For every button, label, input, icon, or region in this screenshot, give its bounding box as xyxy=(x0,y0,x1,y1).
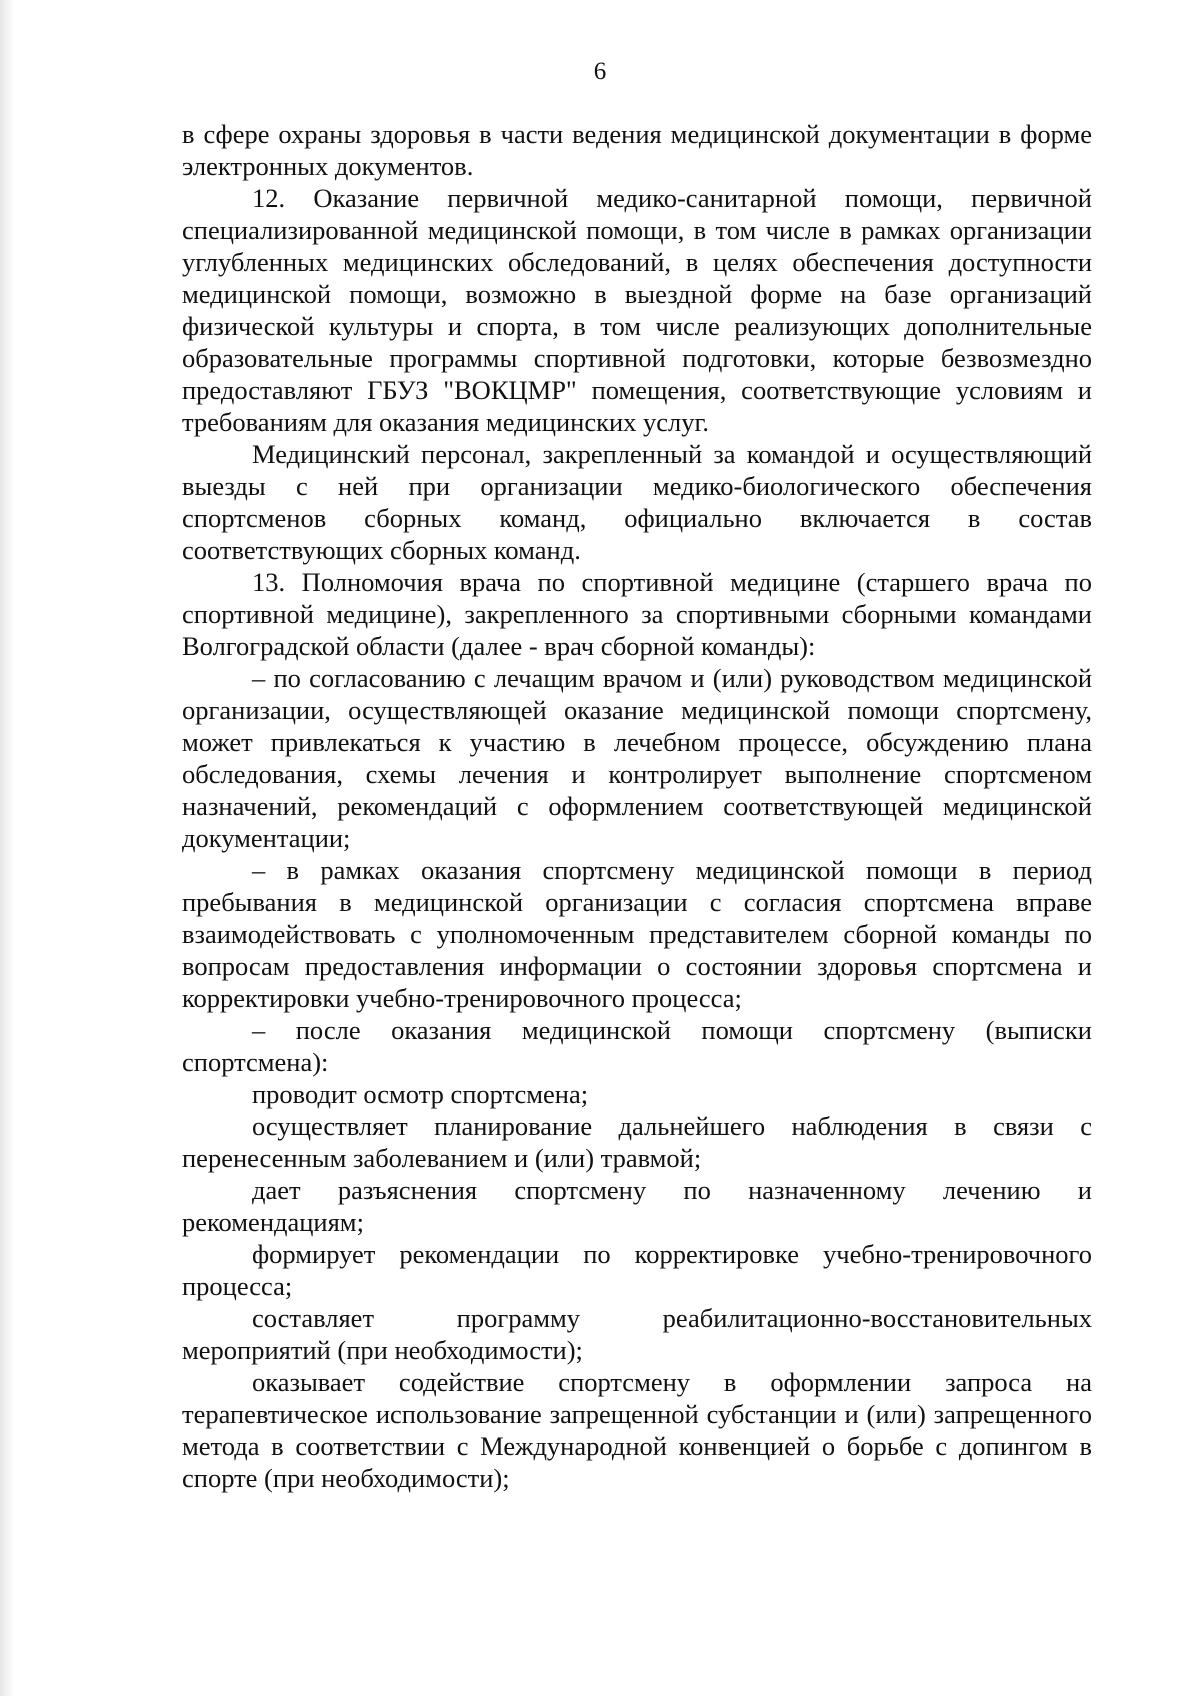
paragraph: формирует рекомендации по корректировке учебно-тренировочного процесса; xyxy=(182,1239,1092,1301)
paragraph: проводит осмотр спортсмена; xyxy=(252,1079,589,1109)
paragraph: оказывает содействие спортсмену в оформлении запроса на терапевтическое использование запрещенной субстанции и (или) запрещенного метода в соответствии с Международной конвенцией о борьбе с допингом в спорте (при необходимости); xyxy=(182,1367,1092,1493)
paragraph: дает разъяснения спортсмену по назначенному лечению и рекомендациям; xyxy=(182,1175,1092,1237)
scan-edge xyxy=(0,0,14,1696)
paragraph: 13. Полномочия врача по спортивной медицине (старшего врача по спортивной медицине), закрепленного за спортивными сборными командами Волгоградской области (далее - врач сборной команды): xyxy=(182,567,1092,661)
document-body xyxy=(182,118,1092,1494)
list-item: – по согласованию с лечащим врачом и (или) руководством медицинской организации, осуществляющей оказание медицинской помощи спортсмену, может привлекаться к участию в лечебном процессе, обсуждению плана обследования, схемы лечения и контролирует выполнение спортсменом назначений, рекомендаций с оформлением соответствующей медицинской документации; xyxy=(182,663,1092,853)
list-item: – после оказания медицинской помощи спортсмену (выписки спортсмена): xyxy=(182,1015,1092,1077)
page-number: 6 xyxy=(593,58,607,85)
list-item: – в рамках оказания спортсмену медицинской помощи в период пребывания в медицинской организации с согласия спортсмена вправе взаимодействовать с уполномоченным представителем сборной команды по вопросам предоставления информации о состоянии здоровья спортсмена и корректировки учебно-тренировочного процесса; xyxy=(182,855,1092,1013)
paragraph: в сфере охраны здоровья в части ведения медицинской документации в форме электронных документов. xyxy=(182,119,1092,181)
paragraph: Медицинский персонал, закрепленный за командой и осуществляющий выезды с ней при организации медико-биологического обеспечения спортсменов сборных команд, официально включается в состав соответствующих сборных команд. xyxy=(182,439,1092,565)
paragraph: составляет программу реабилитационно-восстановительных мероприятий (при необходимости); xyxy=(182,1303,1092,1365)
paragraph: 12. Оказание первичной медико-санитарной помощи, первичной специализированной медицинской помощи, в том числе в рамках организации углубленных медицинских обследований, в целях обеспечения доступности медицинской помощи, возможно в выездной форме на базе организаций физической культуры и спорта, в том числе реализующих дополнительные образовательные программы спортивной подготовки, которые безвозмездно предоставляют ГБУЗ "ВОКЦМР" помещения, соответствующие условиям и требованиям для оказания медицинских услуг. xyxy=(182,183,1092,437)
paragraph: осуществляет планирование дальнейшего наблюдения в связи с перенесенным заболеванием и (или) травмой; xyxy=(182,1111,1092,1173)
